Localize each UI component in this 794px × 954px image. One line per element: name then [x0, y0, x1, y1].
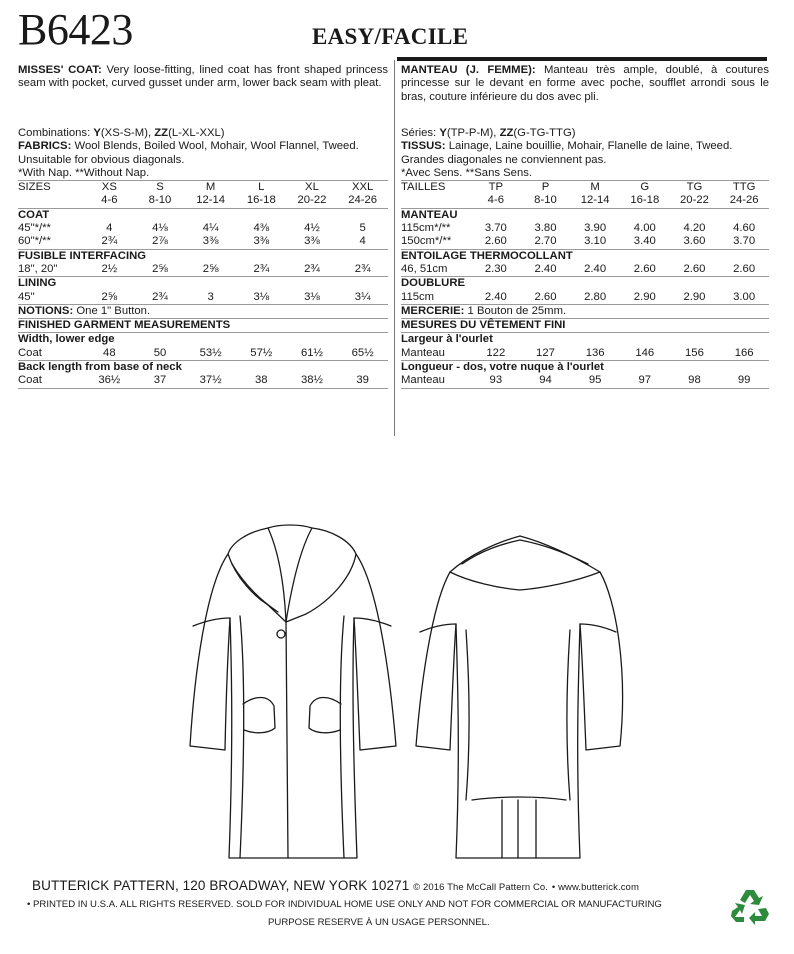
row-value: 2⅝	[84, 291, 135, 305]
fabrics-label: TISSUS:	[401, 140, 446, 153]
row-value: 4½	[304, 222, 320, 235]
finished-measurements-heading	[401, 319, 769, 333]
coat-section-label: MANTEAU	[401, 208, 458, 221]
nap-note: *Avec Sens. **Sans Sens.	[401, 167, 769, 181]
row-value: 146	[620, 347, 670, 361]
notions-label: NOTIONS:	[18, 304, 74, 317]
coat-row	[18, 235, 388, 249]
row-value: 2¾	[337, 263, 388, 277]
french-column	[401, 64, 769, 389]
row-value: 4⅜	[253, 222, 270, 235]
row-label: Coat	[18, 374, 84, 388]
rights-english: • PRINTED IN U.S.A. ALL RIGHTS RESERVED. SOLD FOR INDIVIDUAL HOME USE ONLY AND NOT FOR COMMERCIAL OR MANUFACTURING	[27, 899, 662, 910]
column-divider	[394, 60, 395, 436]
size-number: 12-14	[570, 194, 620, 208]
size-number: 8-10	[521, 194, 571, 208]
sizes-row	[401, 181, 769, 194]
header	[0, 0, 794, 60]
fabrics	[18, 140, 388, 153]
size-numbers-spacer	[401, 194, 471, 208]
row-value: 2.60	[471, 235, 521, 249]
size-number: 20-22	[287, 194, 338, 208]
row-value: 166	[719, 347, 769, 361]
difficulty-label: EASY/FACILE	[312, 24, 469, 49]
row-value: 38	[236, 374, 287, 388]
fabrics-label: FABRICS:	[18, 140, 72, 153]
combinations-label: Combinations:	[18, 127, 91, 139]
coat-section	[401, 208, 769, 222]
row-value: 4	[106, 222, 113, 235]
interfacing-section-label: ENTOILAGE THERMOCOLLANT	[401, 249, 573, 262]
size-code: S	[156, 181, 164, 194]
sizes-label: TAILLES	[401, 181, 446, 194]
lining-row	[401, 291, 769, 305]
row-label: 150cm*/**	[401, 235, 471, 249]
nap-note: *With Nap. **Without Nap.	[18, 167, 388, 181]
row-value: 3⅜	[287, 235, 338, 249]
fabrics	[401, 140, 769, 153]
row-label: 45"*/**	[18, 222, 51, 235]
row-value: 3.90	[584, 222, 607, 235]
size-code: TTG	[732, 181, 756, 194]
coat-row	[401, 235, 769, 249]
back-length-row	[401, 374, 769, 388]
description	[18, 64, 388, 117]
interfacing-section-label: FUSIBLE INTERFACING	[18, 249, 147, 262]
row-value: 3⅛	[287, 291, 338, 305]
row-value: 2⅞	[135, 235, 186, 249]
size-number: 16-18	[620, 194, 670, 208]
row-value: 39	[337, 374, 388, 388]
yardage-body	[401, 181, 769, 388]
interfacing-row	[18, 263, 388, 277]
notions-text: 1 Bouton de 25mm.	[467, 304, 567, 317]
row-value: 3.80	[534, 222, 557, 235]
coat-row	[18, 222, 388, 235]
row-label: 60"*/**	[18, 235, 84, 249]
company-address: BUTTERICK PATTERN, 120 BROADWAY, NEW YORK 10271	[32, 878, 410, 893]
row-label: 46, 51cm	[401, 263, 471, 277]
width-row	[401, 347, 769, 361]
row-value: 4.00	[633, 222, 656, 235]
row-value: 2.40	[471, 291, 521, 305]
recycle-icon	[728, 886, 772, 926]
width-heading	[401, 333, 769, 347]
row-value: 2½	[84, 263, 135, 277]
size-number: 12-14	[185, 194, 236, 208]
row-value: 2.30	[471, 263, 521, 277]
row-value: 5	[359, 222, 366, 235]
size-number: 8-10	[135, 194, 186, 208]
combo-zz-code: ZZ	[499, 127, 514, 139]
row-value: 53½	[185, 347, 236, 361]
row-value: 2.80	[570, 291, 620, 305]
combinations-label: Séries:	[401, 127, 437, 139]
row-value: 65½	[337, 347, 388, 361]
row-value: 136	[570, 347, 620, 361]
row-value: 3.60	[670, 235, 720, 249]
unsuitable-note: Grandes diagonales ne conviennent pas.	[401, 153, 607, 166]
combo-y-code: Y	[93, 127, 101, 139]
row-value: 38½	[287, 374, 338, 388]
row-value: 2.90	[670, 291, 720, 305]
row-value: 3.00	[719, 291, 769, 305]
row-value: 93	[471, 374, 521, 388]
row-label: 18", 20"	[18, 263, 84, 277]
back-length-heading	[18, 361, 388, 375]
row-value: 95	[570, 374, 620, 388]
row-value: 50	[135, 347, 186, 361]
row-value: 3¼	[337, 291, 388, 305]
yardage-body	[18, 181, 388, 388]
finished-measurements-heading-label: FINISHED GARMENT MEASUREMENTS	[18, 319, 388, 333]
fabrics-text: Lainage, Laine bouillie, Mohair, Flanelle de laine, Tweed.	[448, 140, 733, 153]
row-value: 2.40	[570, 263, 620, 277]
size-code: L	[258, 181, 265, 194]
lining-section-label: DOUBLURE	[401, 277, 466, 290]
lining-section	[401, 277, 769, 291]
width-heading-label: Width, lower edge	[18, 333, 115, 346]
row-value: 2.40	[521, 263, 571, 277]
copyright: © 2016 The McCall Pattern Co.	[413, 882, 549, 893]
company-line	[32, 878, 639, 893]
back-length-heading	[401, 361, 769, 375]
size-code: P	[541, 181, 550, 194]
row-value: 3.70	[719, 235, 769, 249]
row-value: 94	[521, 374, 571, 388]
row-value: 156	[670, 347, 720, 361]
size-number: 24-26	[337, 194, 388, 208]
row-value: 98	[670, 374, 720, 388]
row-value: 2⅝	[135, 263, 186, 277]
notions	[18, 304, 388, 318]
row-value: 2.60	[670, 263, 720, 277]
description	[401, 64, 769, 117]
front-view-drawing	[190, 525, 396, 858]
size-number: 16-18	[236, 194, 287, 208]
row-value: 3.10	[570, 235, 620, 249]
row-value: 4¼	[202, 222, 219, 235]
row-label: 115cm*/**	[401, 222, 451, 235]
back-view-drawing	[416, 536, 623, 858]
size-code: XXL	[351, 181, 374, 194]
size-number: 20-22	[670, 194, 720, 208]
row-label: 45"	[18, 291, 84, 305]
combinations	[401, 127, 769, 140]
row-value: 4.20	[683, 222, 706, 235]
description-text: Very loose-fitting, lined coat has front shaped princess seam with pocket, curved gusset under arm, lower back seam with pleat.	[18, 64, 388, 90]
row-value: 127	[521, 347, 571, 361]
lining-section-label: LINING	[18, 277, 57, 290]
notions-row	[401, 304, 769, 318]
combinations	[18, 127, 388, 140]
row-value: 3.70	[484, 222, 507, 235]
yardage-table	[401, 181, 769, 388]
description-title: MANTEAU (J. FEMME):	[401, 64, 536, 76]
size-code: M	[590, 181, 600, 194]
finished-measurements-heading-label: MESURES DU VÊTEMENT FINI	[401, 319, 769, 333]
row-value: 36½	[84, 374, 135, 388]
combo-zz-sizes: (G-TG-TTG)	[513, 127, 576, 139]
fabrics-text: Wool Blends, Boiled Wool, Mohair, Wool Flannel, Tweed.	[74, 140, 359, 153]
row-value: 2.70	[521, 235, 571, 249]
combo-zz-code: ZZ	[154, 127, 169, 139]
size-number: 4-6	[84, 194, 135, 208]
lining-row	[18, 291, 388, 305]
size-code: TP	[488, 181, 504, 194]
interfacing-section	[18, 249, 388, 263]
row-value: 4	[337, 235, 388, 249]
row-value: 2¾	[135, 291, 186, 305]
row-value: 122	[471, 347, 521, 361]
row-value: 2¾	[236, 263, 287, 277]
size-number: 24-26	[719, 194, 769, 208]
row-label: Manteau	[401, 347, 471, 361]
row-value: 4⅛	[152, 222, 168, 235]
size-number: 4-6	[471, 194, 521, 208]
english-column	[18, 64, 388, 389]
row-value: 2.90	[620, 291, 670, 305]
back-length-heading-label: Back length from base of neck	[18, 361, 182, 374]
website: • www.butterick.com	[551, 882, 639, 893]
row-value: 3.40	[620, 235, 670, 249]
row-label: 115cm	[401, 291, 471, 305]
row-value: 3⅜	[236, 235, 287, 249]
coat-section-label: COAT	[18, 208, 50, 221]
back-length-row	[18, 374, 388, 388]
size-numbers-row	[401, 194, 769, 208]
combo-zz-sizes: (L-XL-XXL)	[168, 127, 225, 139]
interfacing-section	[401, 249, 769, 263]
size-code: G	[640, 181, 650, 194]
row-value: 99	[719, 374, 769, 388]
row-value: 4.60	[733, 222, 756, 235]
lining-section	[18, 277, 388, 291]
width-row	[18, 347, 388, 361]
combo-y-sizes: (XS-S-M),	[100, 127, 152, 139]
row-label: Coat	[18, 347, 84, 361]
back-length-heading-label: Longueur - dos, votre nuque à l'ourlet	[401, 361, 604, 374]
row-value: 57½	[236, 347, 287, 361]
row-value: 2¾	[84, 235, 135, 249]
row-value: 3	[185, 291, 236, 305]
yardage-table	[18, 181, 388, 388]
sizes-label: SIZES	[18, 181, 51, 194]
interfacing-row	[401, 263, 769, 277]
combo-y-sizes: (TP-P-M),	[446, 127, 497, 139]
description-text: Manteau très ample, doublé, à coutures princesse sur le devant en forme avec poche, soufflet arrondi sous le bras, couture inférieure du dos avec pli.	[401, 64, 769, 103]
coat-row	[401, 222, 769, 235]
size-code: M	[205, 181, 216, 194]
width-heading	[18, 333, 388, 347]
notions-row	[18, 304, 388, 318]
row-value: 97	[620, 374, 670, 388]
pattern-number: B6423	[18, 5, 133, 54]
row-value: 3⅜	[185, 235, 236, 249]
rights-french: PURPOSE RESERVE À UN USAGE PERSONNEL.	[268, 917, 490, 928]
header-rule	[397, 57, 767, 61]
description-title: MISSES' COAT:	[18, 64, 102, 76]
combo-y-code: Y	[439, 127, 447, 139]
row-value: 61½	[287, 347, 338, 361]
row-value: 37½	[185, 374, 236, 388]
row-label: Manteau	[401, 374, 471, 388]
finished-measurements-heading	[18, 319, 388, 333]
coat-section	[18, 208, 388, 222]
row-value: 2⅝	[185, 263, 236, 277]
size-numbers-spacer	[18, 194, 84, 208]
unsuitable-note: Unsuitable for obvious diagonals.	[18, 153, 185, 166]
row-value: 2.60	[719, 263, 769, 277]
sizes-row	[18, 181, 388, 194]
size-numbers-row	[18, 194, 388, 208]
width-heading-label: Largeur à l'ourlet	[401, 333, 493, 346]
size-code: XS	[101, 181, 117, 194]
garment-illustrations	[0, 520, 794, 870]
row-value: 2.60	[620, 263, 670, 277]
size-code: TG	[686, 181, 703, 194]
notions-text: One 1" Button.	[76, 304, 151, 317]
row-value: 2.60	[521, 291, 571, 305]
notions-label: MERCERIE:	[401, 304, 465, 317]
row-value: 3⅛	[236, 291, 287, 305]
size-code: XL	[305, 181, 319, 194]
row-value: 48	[84, 347, 135, 361]
row-value: 37	[135, 374, 186, 388]
row-value: 2¾	[287, 263, 338, 277]
notions	[401, 304, 769, 318]
